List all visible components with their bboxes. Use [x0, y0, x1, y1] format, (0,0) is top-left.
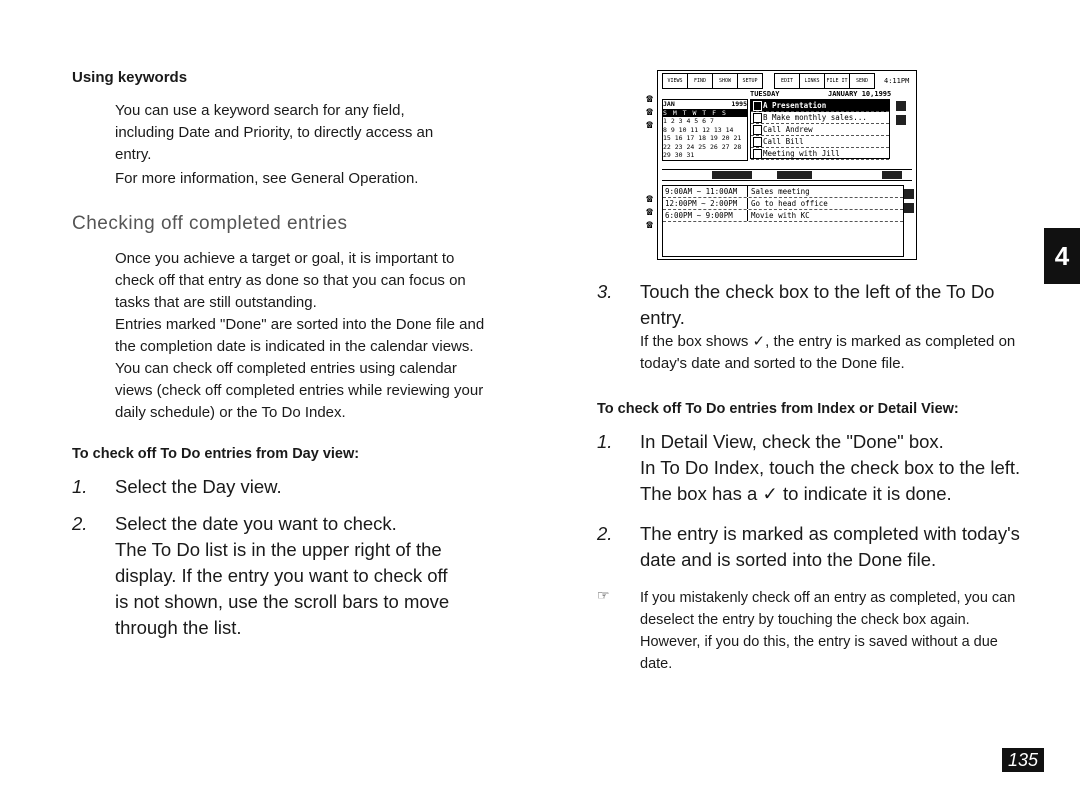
- day-step-1: [72, 474, 492, 500]
- edit-button[interactable]: EDIT: [774, 73, 800, 89]
- todo-item[interactable]: B Make monthly sales...: [751, 112, 889, 124]
- schedule-row[interactable]: 9:00AM ~ 11:00AM Sales meeting: [663, 186, 903, 198]
- cal-row[interactable]: 1 2 3 4 5 6 7: [663, 117, 714, 125]
- step-3-detail: If the box shows ✓, the entry is marked as completed on today's date and sorted to the Done file.: [640, 333, 1016, 372]
- show-button[interactable]: SHOW: [712, 73, 738, 89]
- step-detail: The To Do list is in the upper right of the display. If the entry you want to check off is not shown, use the scroll bars to move through the list.: [115, 539, 450, 638]
- scroll-down-button[interactable]: [896, 115, 906, 125]
- schedule-row[interactable]: 6:00PM ~ 9:00PM Movie with KC: [663, 210, 903, 222]
- cal-weekdays: S M T W T F S: [663, 109, 747, 118]
- schedule-list: [662, 185, 904, 257]
- file-it-button[interactable]: FILE IT: [824, 73, 850, 89]
- index-step-2: [597, 521, 1037, 573]
- todo-list: [750, 99, 890, 159]
- step-detail: In To Do Index, touch the check box to the left. The box has a ✓ to indicate it is done.: [640, 457, 1021, 504]
- cal-row[interactable]: 22 23 24 25 26 27 28: [663, 142, 742, 151]
- date-label: JANUARY 10,1995: [828, 90, 892, 98]
- setup-button[interactable]: SETUP: [737, 73, 763, 89]
- step-text: In Detail View, check the "Done" box.: [640, 431, 944, 452]
- day-view-heading: To check off To Do entries from Day view:: [72, 446, 360, 462]
- step-text: Select the date you want to check.: [115, 513, 397, 534]
- find-button[interactable]: FIND: [687, 73, 713, 89]
- page-number: 135: [1002, 748, 1044, 772]
- phone-icon: ☎☎☎: [643, 92, 656, 131]
- left-column: [72, 68, 492, 641]
- intro-paragraph-1: Once you achieve a target or goal, it is important to check off that entry as done so that you can focus on tasks that are still outstanding.: [115, 250, 466, 311]
- cal-row[interactable]: 8 9 10 11 12 13 14: [663, 125, 734, 134]
- links-button[interactable]: LINKS: [799, 73, 825, 89]
- clock: 4:11PM: [884, 77, 910, 85]
- cal-year: 1995: [731, 100, 747, 108]
- cal-row[interactable]: 29 30 31: [663, 151, 695, 159]
- day-step-2: [72, 511, 492, 641]
- index-view-heading: To check off To Do entries from Index or Detail View:: [597, 401, 959, 417]
- step-number: 1.: [597, 431, 613, 452]
- step-number: 2.: [597, 523, 613, 544]
- step-3: [597, 279, 1037, 331]
- step-text: Touch the check box to the left of the To Do entry.: [640, 281, 995, 328]
- step-number: 3.: [597, 281, 613, 302]
- step-text: Select the Day view.: [115, 476, 282, 497]
- timeline-bar[interactable]: [662, 169, 912, 181]
- schedule-row[interactable]: 12:00PM ~ 2:00PM Go to head office: [663, 198, 903, 210]
- device-screenshot: [645, 62, 915, 258]
- todo-item[interactable]: Meeting with Jill: [751, 148, 889, 160]
- schedule-scroll-up-button[interactable]: [904, 189, 914, 199]
- day-label: TUESDAY: [750, 90, 780, 98]
- right-column: [597, 279, 1037, 675]
- note-text: If you mistakenly check off an entry as completed, you can deselect the entry by touching the check box again. However, if you do this, the entry is saved without a due date.: [640, 590, 1016, 672]
- pointing-hand-icon: ☞: [597, 587, 610, 603]
- todo-item[interactable]: Call Andrew: [751, 124, 889, 136]
- mini-calendar[interactable]: [662, 99, 748, 161]
- chapter-tab: 4: [1044, 228, 1080, 284]
- step-number: 2.: [72, 513, 88, 534]
- section-title: Checking off completed entries: [72, 213, 348, 234]
- phone-icon: ☎☎☎: [643, 192, 656, 231]
- todo-item[interactable]: Call Bill: [751, 136, 889, 148]
- scroll-up-button[interactable]: [896, 101, 906, 111]
- cal-row[interactable]: 15 16 17 18 19 20 21: [663, 134, 742, 142]
- send-button[interactable]: SEND: [849, 73, 875, 89]
- keywords-text: You can use a keyword search for any field, including Date and Priority, to directly access an entry.: [115, 102, 434, 163]
- keywords-more: For more information, see General Operation.: [115, 170, 419, 187]
- cal-month: JAN: [663, 100, 675, 108]
- index-step-1: [597, 429, 1037, 507]
- keywords-heading: Using keywords: [72, 69, 188, 86]
- todo-item[interactable]: A Presentation: [751, 100, 889, 112]
- intro-paragraph-2: Entries marked "Done" are sorted into the Done file and the completion date is indicated in the calendar views. You can check off completed entries using calendar views (check off completed entries while reviewing your daily schedule) or the To Do Index.: [115, 316, 485, 421]
- schedule-scroll-down-button[interactable]: [904, 203, 914, 213]
- step-number: 1.: [72, 476, 88, 497]
- step-text: The entry is marked as completed with today's date and is sorted into the Done file.: [640, 523, 1020, 570]
- views-button[interactable]: VIEWS: [662, 73, 688, 89]
- note: [597, 587, 1037, 675]
